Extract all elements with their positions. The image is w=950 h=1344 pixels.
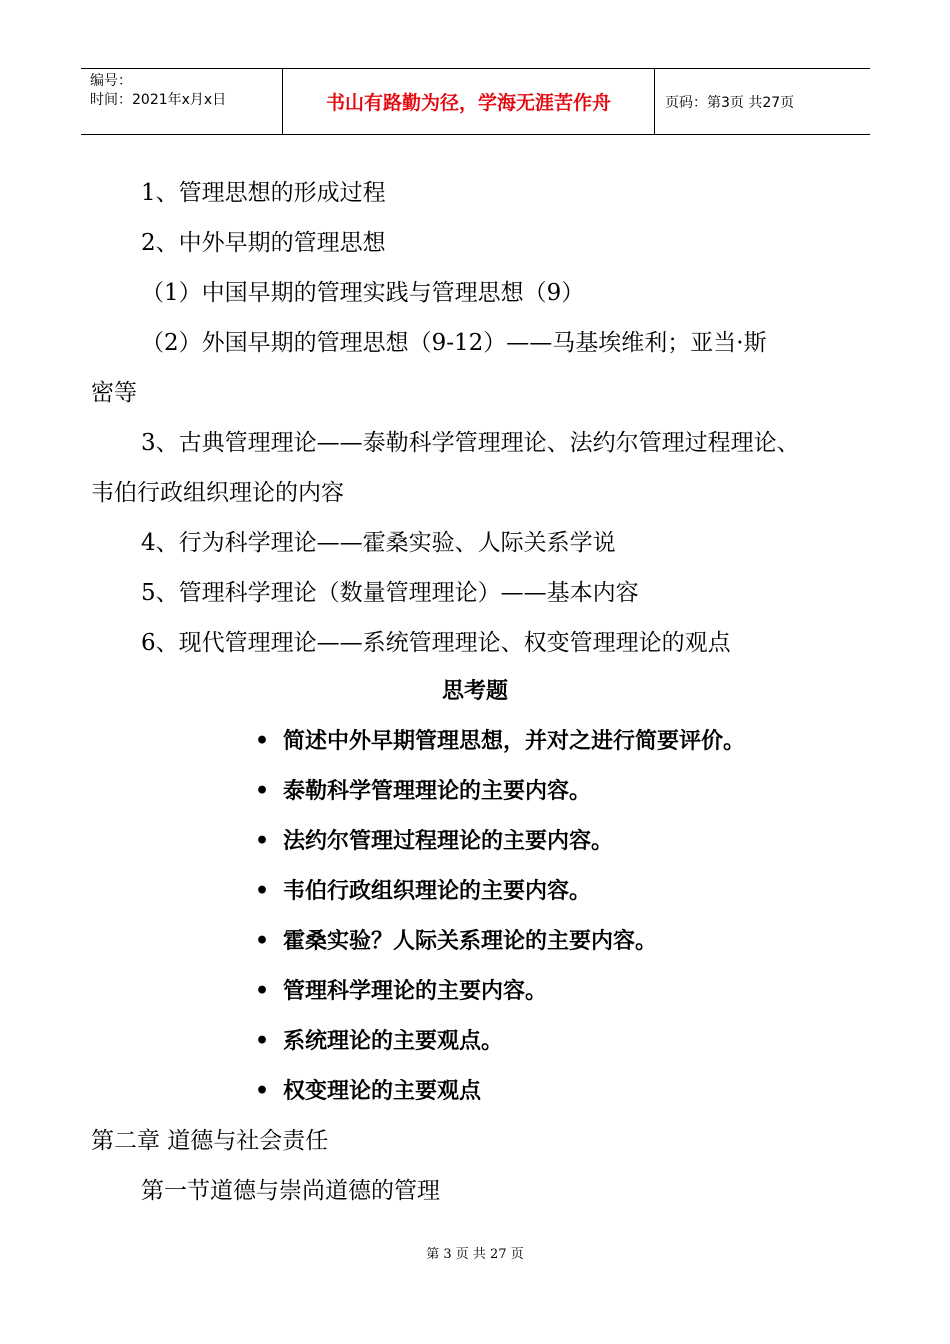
question-text: 泰勒科学管理理论的主要内容。 [283,778,592,804]
question-text: 权变理论的主要观点 [283,1078,482,1104]
question-text: 韦伯行政组织理论的主要内容。 [283,878,592,904]
outline-line: 5、管理科学理论（数量管理理论）——基本内容 [141,580,639,606]
question-text: 法约尔管理过程理论的主要内容。 [283,828,614,854]
outline-line: 密等 [91,380,137,406]
time-label: 时间：2021年x月x日 [90,92,227,108]
question-item [255,926,657,956]
bullet-icon: • [255,728,270,754]
question-item [255,1076,481,1106]
header-meta [81,69,283,134]
question-item [255,976,547,1006]
header-motto: 书山有路勤为径，学海无涯苦作舟 [283,69,655,134]
questions-title: 思考题 [441,678,508,704]
question-text: 管理科学理论的主要内容。 [283,978,548,1004]
question-item [255,726,745,756]
page-header [81,68,870,135]
outline-line: （2）外国早期的管理思想（9-12）——马基埃维利；亚当·斯 [141,330,767,356]
question-item [255,876,591,906]
outline-line: 2、中外早期的管理思想 [141,230,386,256]
question-item [255,776,591,806]
question-item [255,826,613,856]
bullet-icon: • [255,1028,270,1054]
bullet-icon: • [255,1078,270,1104]
question-text: 霍桑实验？人际关系理论的主要内容。 [283,928,658,954]
question-text: 简述中外早期管理思想，并对之进行简要评价。 [283,728,746,754]
bullet-icon: • [255,928,270,954]
outline-line: 4、行为科学理论——霍桑实验、人际关系学说 [141,530,616,556]
bullet-icon: • [255,878,270,904]
page-footer: 第 3 页 共 27 页 [426,1247,524,1262]
outline-line: 6、现代管理理论——系统管理理论、权变管理理论的观点 [141,630,731,656]
question-item [255,1026,503,1056]
outline-line: 3、古典管理理论——泰勒科学管理理论、法约尔管理过程理论、 [141,430,800,456]
header-page-info: 页码：第3页 共27页 [665,94,795,111]
section-heading: 第一节道德与崇尚道德的管理 [141,1178,440,1204]
chapter-heading: 第二章 道德与社会责任 [91,1128,329,1154]
number-label: 编号： [90,73,132,89]
question-text: 系统理论的主要观点。 [283,1028,504,1054]
bullet-icon: • [255,828,270,854]
outline-line: 韦伯行政组织理论的内容 [91,480,344,506]
outline-line: 1、管理思想的形成过程 [141,180,386,206]
outline-line: （1）中国早期的管理实践与管理思想（9） [141,280,585,306]
bullet-icon: • [255,778,270,804]
bullet-icon: • [255,978,270,1004]
